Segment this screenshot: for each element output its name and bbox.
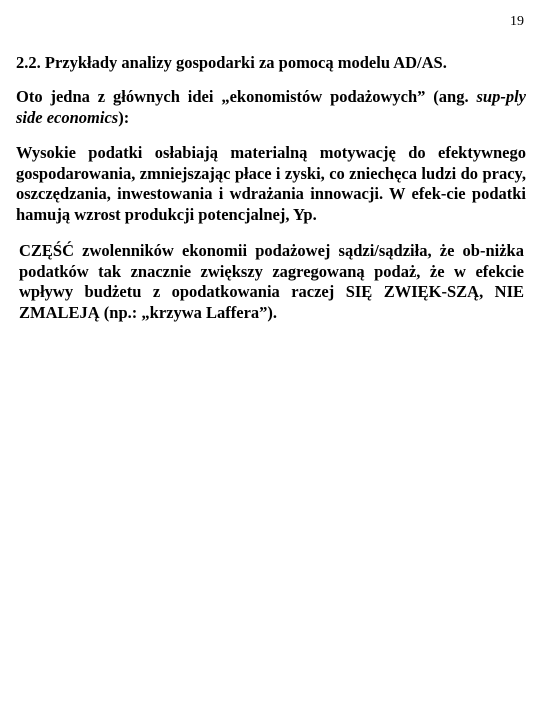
laffer-paragraph: CZĘŚĆ zwolenników ekonomii podażowej sądzi/sądziła, że ob-niżka podatków tak znacznie zwiększy zagregowaną podaż, że w efekcie wpływy budżetu z opodatkowania raczej SIĘ ZWIĘK-SZĄ, NIE ZMALEJĄ (np.: „krzywa Laffera”). <box>19 241 524 322</box>
section-title: 2.2. Przykłady analizy gospodarki za pomocą modelu AD/AS. <box>16 53 447 72</box>
intro-italic-term: sup-ply side economics <box>16 87 526 127</box>
intro-text-before: Oto jedna z głównych idei „ekonomistów podażowych” (ang. <box>16 87 477 106</box>
high-taxes-paragraph: Wysokie podatki osłabiają materialną motywację do efektywnego gospodarowania, zmniejszając płace i zyski, co zniechęca ludzi do pracy, oszczędzania, inwestowania i wdrażania innowacji. W efek-cie podatki hamują wzrost produkcji potencjalnej, Yp. <box>16 143 526 224</box>
intro-paragraph <box>16 87 526 128</box>
page-number: 19 <box>510 14 524 29</box>
intro-text-after: ): <box>118 107 130 127</box>
